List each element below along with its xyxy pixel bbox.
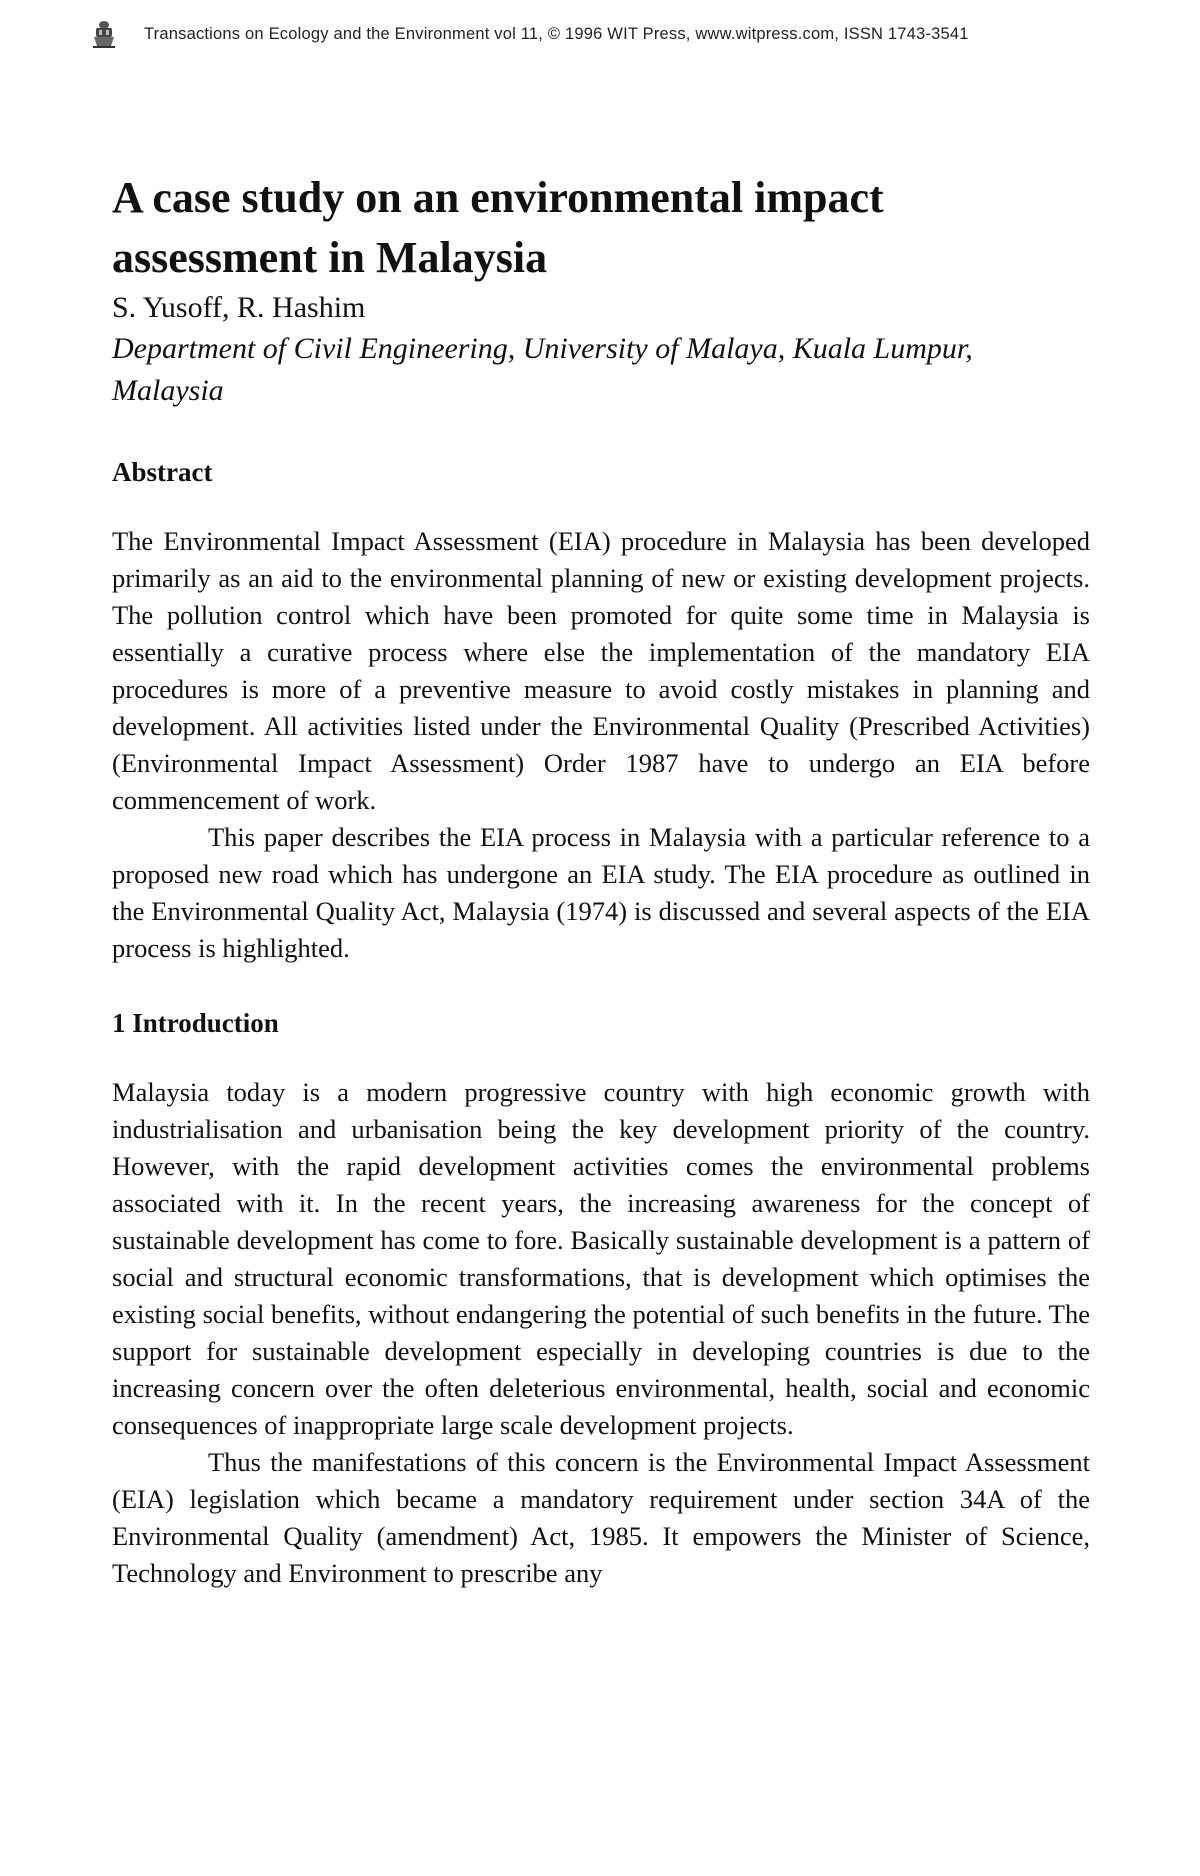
paper-title: A case study on an environmental impact assessment in Malaysia	[112, 173, 884, 282]
abstract-paragraph-1: The Environmental Impact Assessment (EIA) procedure in Malaysia has been developed primarily as an aid to the environmental planning of new or existing development projects. The pollution control which have been promoted for quite some time in Malaysia is essentially a curative process where else the implementation of the mandatory EIA procedures is more of a preventive measure to avoid costly mistakes in planning and development. All activities listed under the Environmental Quality (Prescribed Activities) (Environmental Impact Assessment) Order 1987 have to undergo an EIA before commencement of work.	[112, 526, 1090, 815]
introduction-heading: 1 Introduction	[112, 1008, 279, 1038]
introduction-paragraph-2: Thus the manifestations of this concern is the Environmental Impact Assessment (EIA) legislation which became a mandatory requirement under section 34A of the Environmental Quality (amendment) Act, 1985. It empowers the Minister of Science, Technology and Environment to prescribe any	[112, 1447, 1090, 1588]
paper-affiliation: Department of Civil Engineering, University of Malaya, Kuala Lumpur, Malaysia	[112, 332, 973, 407]
running-header	[90, 14, 1190, 54]
paper-authors: S. Yusoff, R. Hashim	[112, 291, 366, 324]
article-content	[112, 168, 1090, 1592]
running-header-text: Transactions on Ecology and the Environment vol 11, © 1996 WIT Press, www.witpress.com, ISSN 1743-3541	[144, 24, 969, 43]
abstract-paragraph-2: This paper describes the EIA process in Malaysia with a particular reference to a proposed new road which has undergone an EIA study. The EIA procedure as outlined in the Environmental Quality Act, Malaysia (1974) is discussed and several aspects of the EIA process is highlighted.	[112, 822, 1090, 963]
abstract-heading: Abstract	[112, 457, 213, 487]
wit-press-logo-icon	[90, 19, 118, 49]
introduction-paragraph-1: Malaysia today is a modern progressive country with high economic growth with industrialisation and urbanisation being the key development priority of the country. However, with the rapid development activities comes the environmental problems associated with it. In the recent years, the increasing awareness for the concept of sustainable development has come to fore. Basically sustainable development is a pattern of social and structural economic transformations, that is development which optimises the existing social benefits, without endangering the potential of such benefits in the future. The support for sustainable development especially in developing countries is due to the increasing concern over the often deleterious environmental, health, social and economic consequences of inappropriate large scale development projects.	[112, 1077, 1090, 1440]
